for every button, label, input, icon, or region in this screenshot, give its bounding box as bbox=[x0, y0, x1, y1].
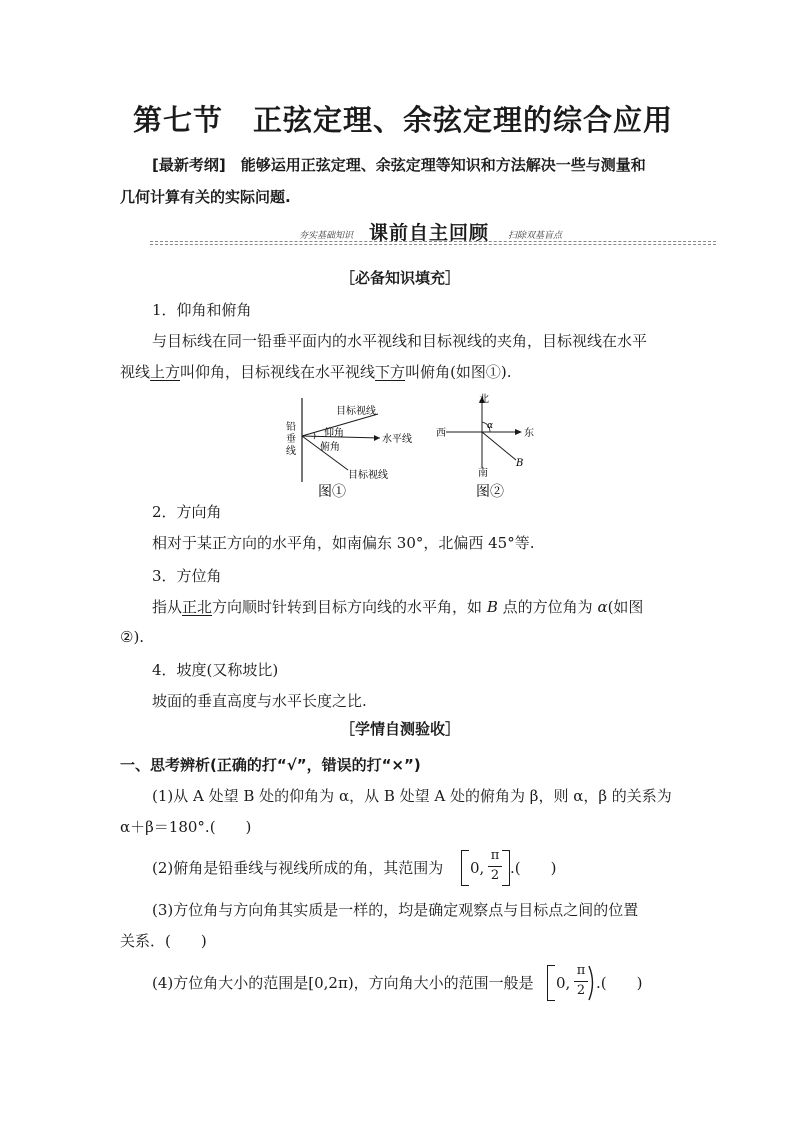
q4-tail: .( ) bbox=[596, 974, 643, 992]
item-1-title: 1．仰角和俯角 bbox=[152, 301, 252, 319]
fig2-west: 西 bbox=[436, 428, 446, 439]
q2-zero: 0, bbox=[470, 859, 485, 877]
outline-line-2: 几何计算有关的实际问题. bbox=[120, 188, 291, 206]
page-title bbox=[133, 98, 673, 139]
question-1-line-1: (1)从 A 处望 B 处的仰角为 α，从 B 处望 A 处的俯角为 β，则 α，β 的关系为 bbox=[152, 787, 672, 805]
fig1-target-bottom: 目标视线 bbox=[348, 470, 388, 481]
item-1-line-2: 视线上方叫仰角，目标视线在水平视线下方叫俯角(如图①). bbox=[120, 363, 512, 381]
item-1-line-1: 与目标线在同一铅垂平面内的水平视线和目标视线的夹角，目标视线在水平 bbox=[152, 332, 648, 350]
fig2-point-b: B bbox=[516, 458, 524, 469]
item-2-line-1: 相对于某正方向的水平角，如南偏东 30°，北偏西 45°等. bbox=[152, 534, 535, 552]
fig2-east: 东 bbox=[524, 428, 534, 439]
fig1-elevation: 仰角 bbox=[324, 428, 344, 439]
item-4-line-1: 坡面的垂直高度与水平长度之比. bbox=[152, 692, 367, 710]
fig1-caption: 图① bbox=[318, 484, 346, 500]
q4-fraction-bar bbox=[574, 981, 588, 982]
question-3-line-2: 关系．( ) bbox=[120, 932, 207, 950]
q2-right-bracket bbox=[502, 850, 510, 886]
section-heading-selftest: ［学情自测验收］ bbox=[340, 720, 461, 738]
fig2-north: 北 bbox=[479, 394, 489, 405]
section-title: 正弦定理、余弦定理的综合应用 bbox=[253, 103, 674, 137]
q2-pi: π bbox=[490, 848, 500, 863]
fig2-alpha: α bbox=[487, 421, 494, 431]
q2-two: 2 bbox=[490, 868, 500, 883]
fig1-vertical-1: 铅 bbox=[286, 422, 296, 433]
banner-left: 夯实基础知识 bbox=[299, 231, 354, 241]
outline-line-1: [最新考纲] 能够运用正弦定理、余弦定理等知识和方法解决一些与测量和 bbox=[152, 156, 646, 174]
question-1-line-2: α＋β＝180°.( ) bbox=[120, 818, 252, 836]
fig1-horizontal: 水平线 bbox=[382, 434, 412, 445]
banner-right: 扫除双基盲点 bbox=[508, 231, 563, 241]
item-3-line-1: 指从正北方向顺时针转到目标方向线的水平角，如 B 点的方位角为 α(如图 bbox=[152, 598, 644, 616]
section-heading-knowledge: ［必备知识填充］ bbox=[340, 269, 461, 287]
fig1-vertical-3: 线 bbox=[286, 446, 296, 457]
q4-two: 2 bbox=[576, 983, 586, 998]
figures bbox=[280, 390, 570, 502]
underline-below: 下方 bbox=[375, 363, 406, 381]
fig1-target-top: 目标视线 bbox=[336, 406, 376, 417]
figure-2-diagram bbox=[446, 396, 522, 468]
q2-tail: .( ) bbox=[510, 859, 557, 877]
q2-left-bracket bbox=[461, 850, 469, 886]
q2-fraction-bar bbox=[488, 866, 502, 867]
q4-right-paren bbox=[588, 965, 596, 1001]
q4-zero: 0, bbox=[556, 974, 571, 992]
item-3-title: 3．方位角 bbox=[152, 567, 222, 585]
fig1-vertical-2: 垂 bbox=[286, 434, 296, 445]
item-3-line-2: ②). bbox=[120, 628, 145, 646]
fig2-caption: 图② bbox=[476, 484, 504, 500]
underline-above: 上方 bbox=[150, 363, 181, 381]
question-4-text: (4)方位角大小的范围是[0,2π)，方向角大小的范围一般是 bbox=[152, 974, 534, 992]
selftest-intro: 一、思考辨析(正确的打“√”，错误的打“×”) bbox=[120, 756, 421, 774]
banner-center: 课前自主回顾 bbox=[369, 222, 490, 244]
question-3-line-1: (3)方位角与方向角其实质是一样的，均是确定观察点与目标点之间的位置 bbox=[152, 901, 639, 919]
underline-north: 正北 bbox=[182, 598, 213, 616]
fig1-depression: 俯角 bbox=[320, 442, 340, 453]
question-2-text: (2)俯角是铅垂线与视线所成的角，其范围为 bbox=[152, 859, 444, 877]
fig2-south: 南 bbox=[478, 468, 488, 479]
q4-pi: π bbox=[576, 963, 586, 978]
section-number: 第七节 bbox=[133, 103, 224, 137]
item-4-title: 4．坡度(又称坡比) bbox=[152, 661, 279, 679]
q4-left-bracket bbox=[547, 965, 555, 1001]
item-2-title: 2．方向角 bbox=[152, 503, 222, 521]
